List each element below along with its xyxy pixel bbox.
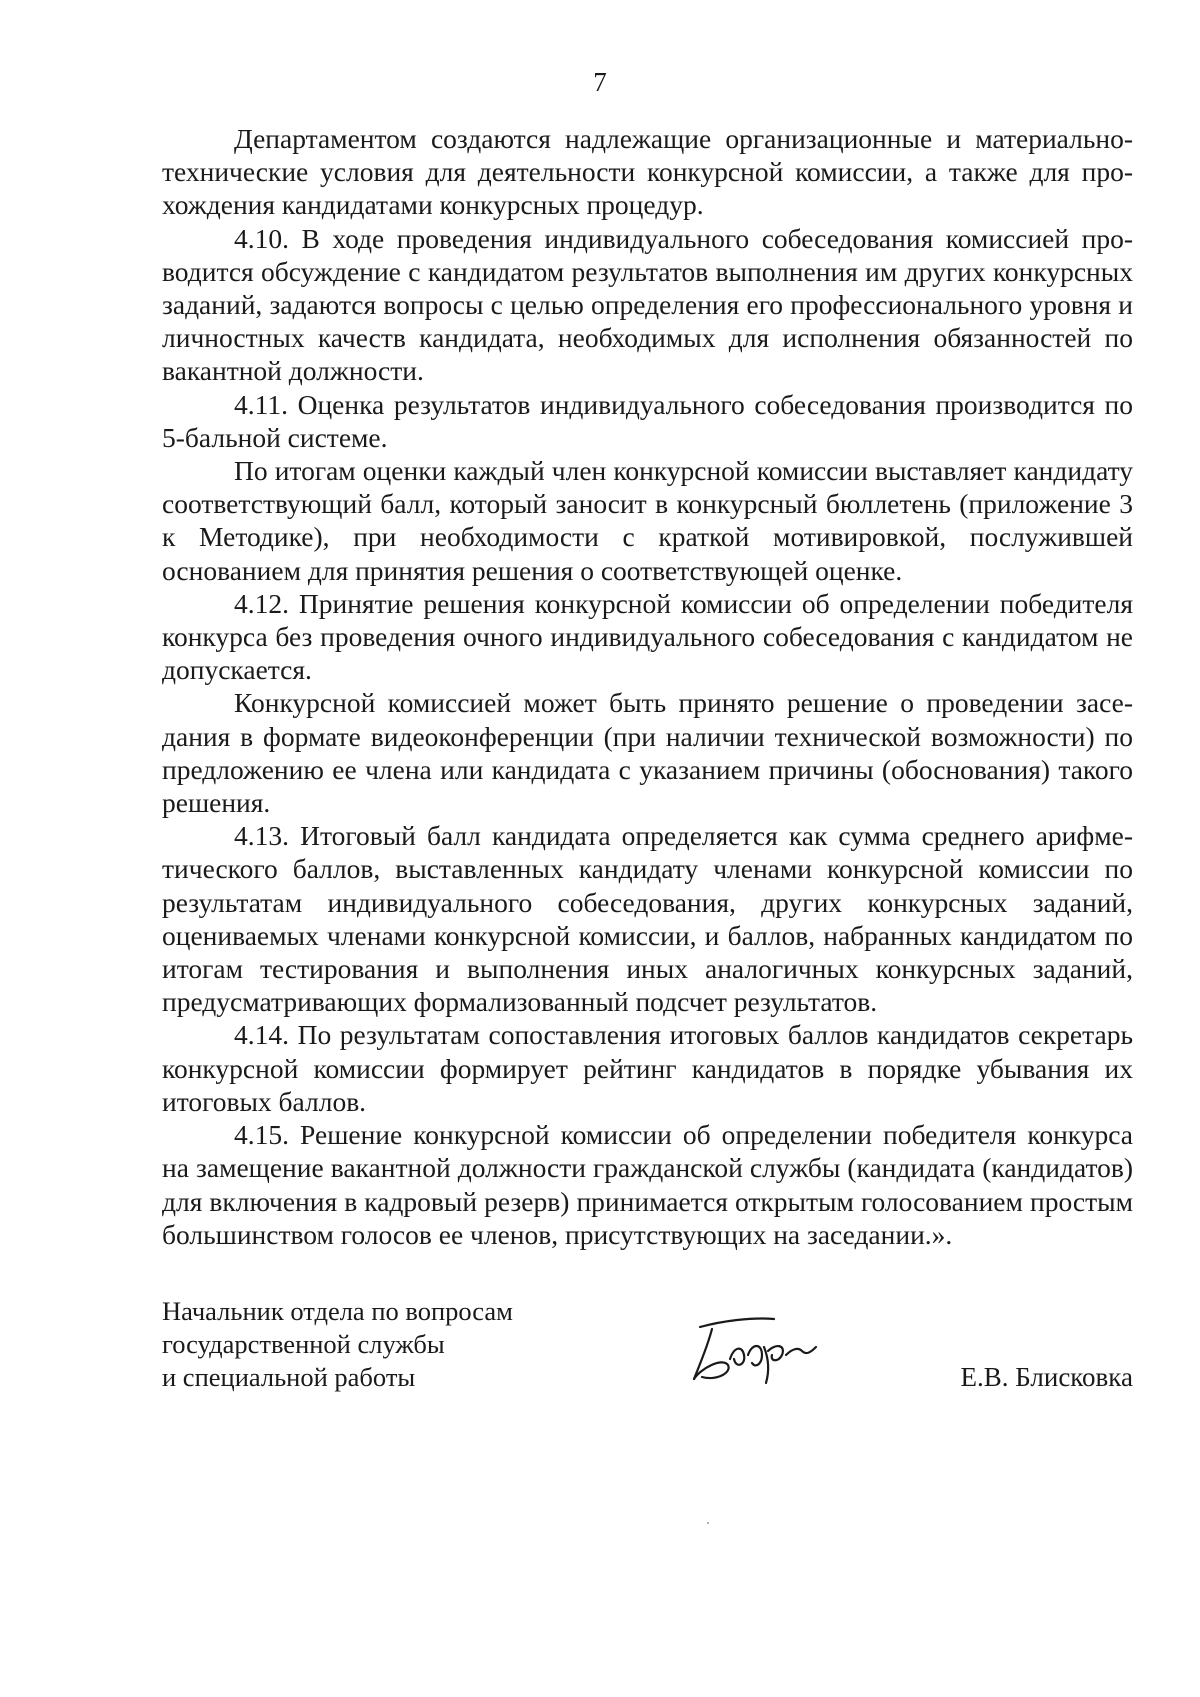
signatory-position-line: Начальник отдела по вопросам <box>162 1296 513 1326</box>
paragraph-4-11: 4.11. Оценка результатов индивидуального собеседования производится по 5-бальной системе. <box>162 388 1133 453</box>
paragraph-4-13: 4.13. Итоговый балл кандидата определяется как сумма среднего арифметического баллов, выставленных кандидату членами конкурсной комиссии по результатам индивидуального собеседования, других конкурсных заданий, оцениваемых членами конкурсной комиссии, и баллов, набранных кандидатом по итогам тестирования и выполнения иных аналогичных конкурсных заданий, предусматривающих формализованный подсчет результатов. <box>162 820 1133 1018</box>
document-body <box>162 122 1133 1251</box>
signatory-name: Е.В. Блисковка <box>960 1362 1133 1392</box>
paragraph-4-10: 4.10. В ходе проведения индивидуального собеседования комиссией проводится обсуждение с кандидатом результатов выполнения им других конкурсных заданий, задаются вопросы с целью определения его профессионального уровня и личностных качеств кандидата, необходимых для исполнения обязанностей по вакантной должности. <box>162 222 1133 387</box>
signatory-position <box>162 1295 513 1394</box>
scan-speck <box>707 1522 709 1524</box>
signatory-position-line: и специальной работы <box>162 1362 416 1392</box>
paragraph-4-12: 4.12. Принятие решения конкурсной комиссии об определении победителя конкурса без проведения очного индивидуального собеседования с кандидатом не допускается. <box>162 587 1133 686</box>
signature-block <box>162 1295 1133 1435</box>
paragraph-4-15: 4.15. Решение конкурсной комиссии об определении победителя конкурса на замещение вакантной должности гражданской службы (кандидата (кандидатов) для включения в кадровый резерв) принимается открытым голосованием простым большинством голосов ее членов, присутствующих на заседании.». <box>162 1119 1133 1250</box>
signatory-position-line: государственной службы <box>162 1329 445 1359</box>
paragraph-4-14: 4.14. По результатам сопоставления итоговых баллов кандидатов секретарь конкурсной комиссии формирует рейтинг кандидатов в порядке убывания их итоговых баллов. <box>162 1019 1133 1117</box>
paragraph-4-12-videoconference: Конкурсной комиссией может быть принято решение о проведении заседания в формате видеоконференции (при наличии технической возможности) по предложению ее члена или кандидата с указанием причины (обоснования) такого решения. <box>162 687 1133 819</box>
handwritten-signature <box>682 1299 832 1389</box>
page-number: 7 <box>593 67 607 97</box>
paragraph-4-11-scoring: По итогам оценки каждый член конкурсной комиссии выставляет кандидату соответствующий балл, который заносит в конкурсный бюллетень (приложение 3 к Методике), при необходимости с краткой мотивировкой, послужившей основанием для принятия решения о соответствующей оценке. <box>162 455 1133 586</box>
paragraph-intro: Департаментом создаются надлежащие организационные и материально-технические условия для деятельности конкурсной комиссии, а также для прохождения кандидатами конкурсных процедур. <box>162 123 1133 221</box>
